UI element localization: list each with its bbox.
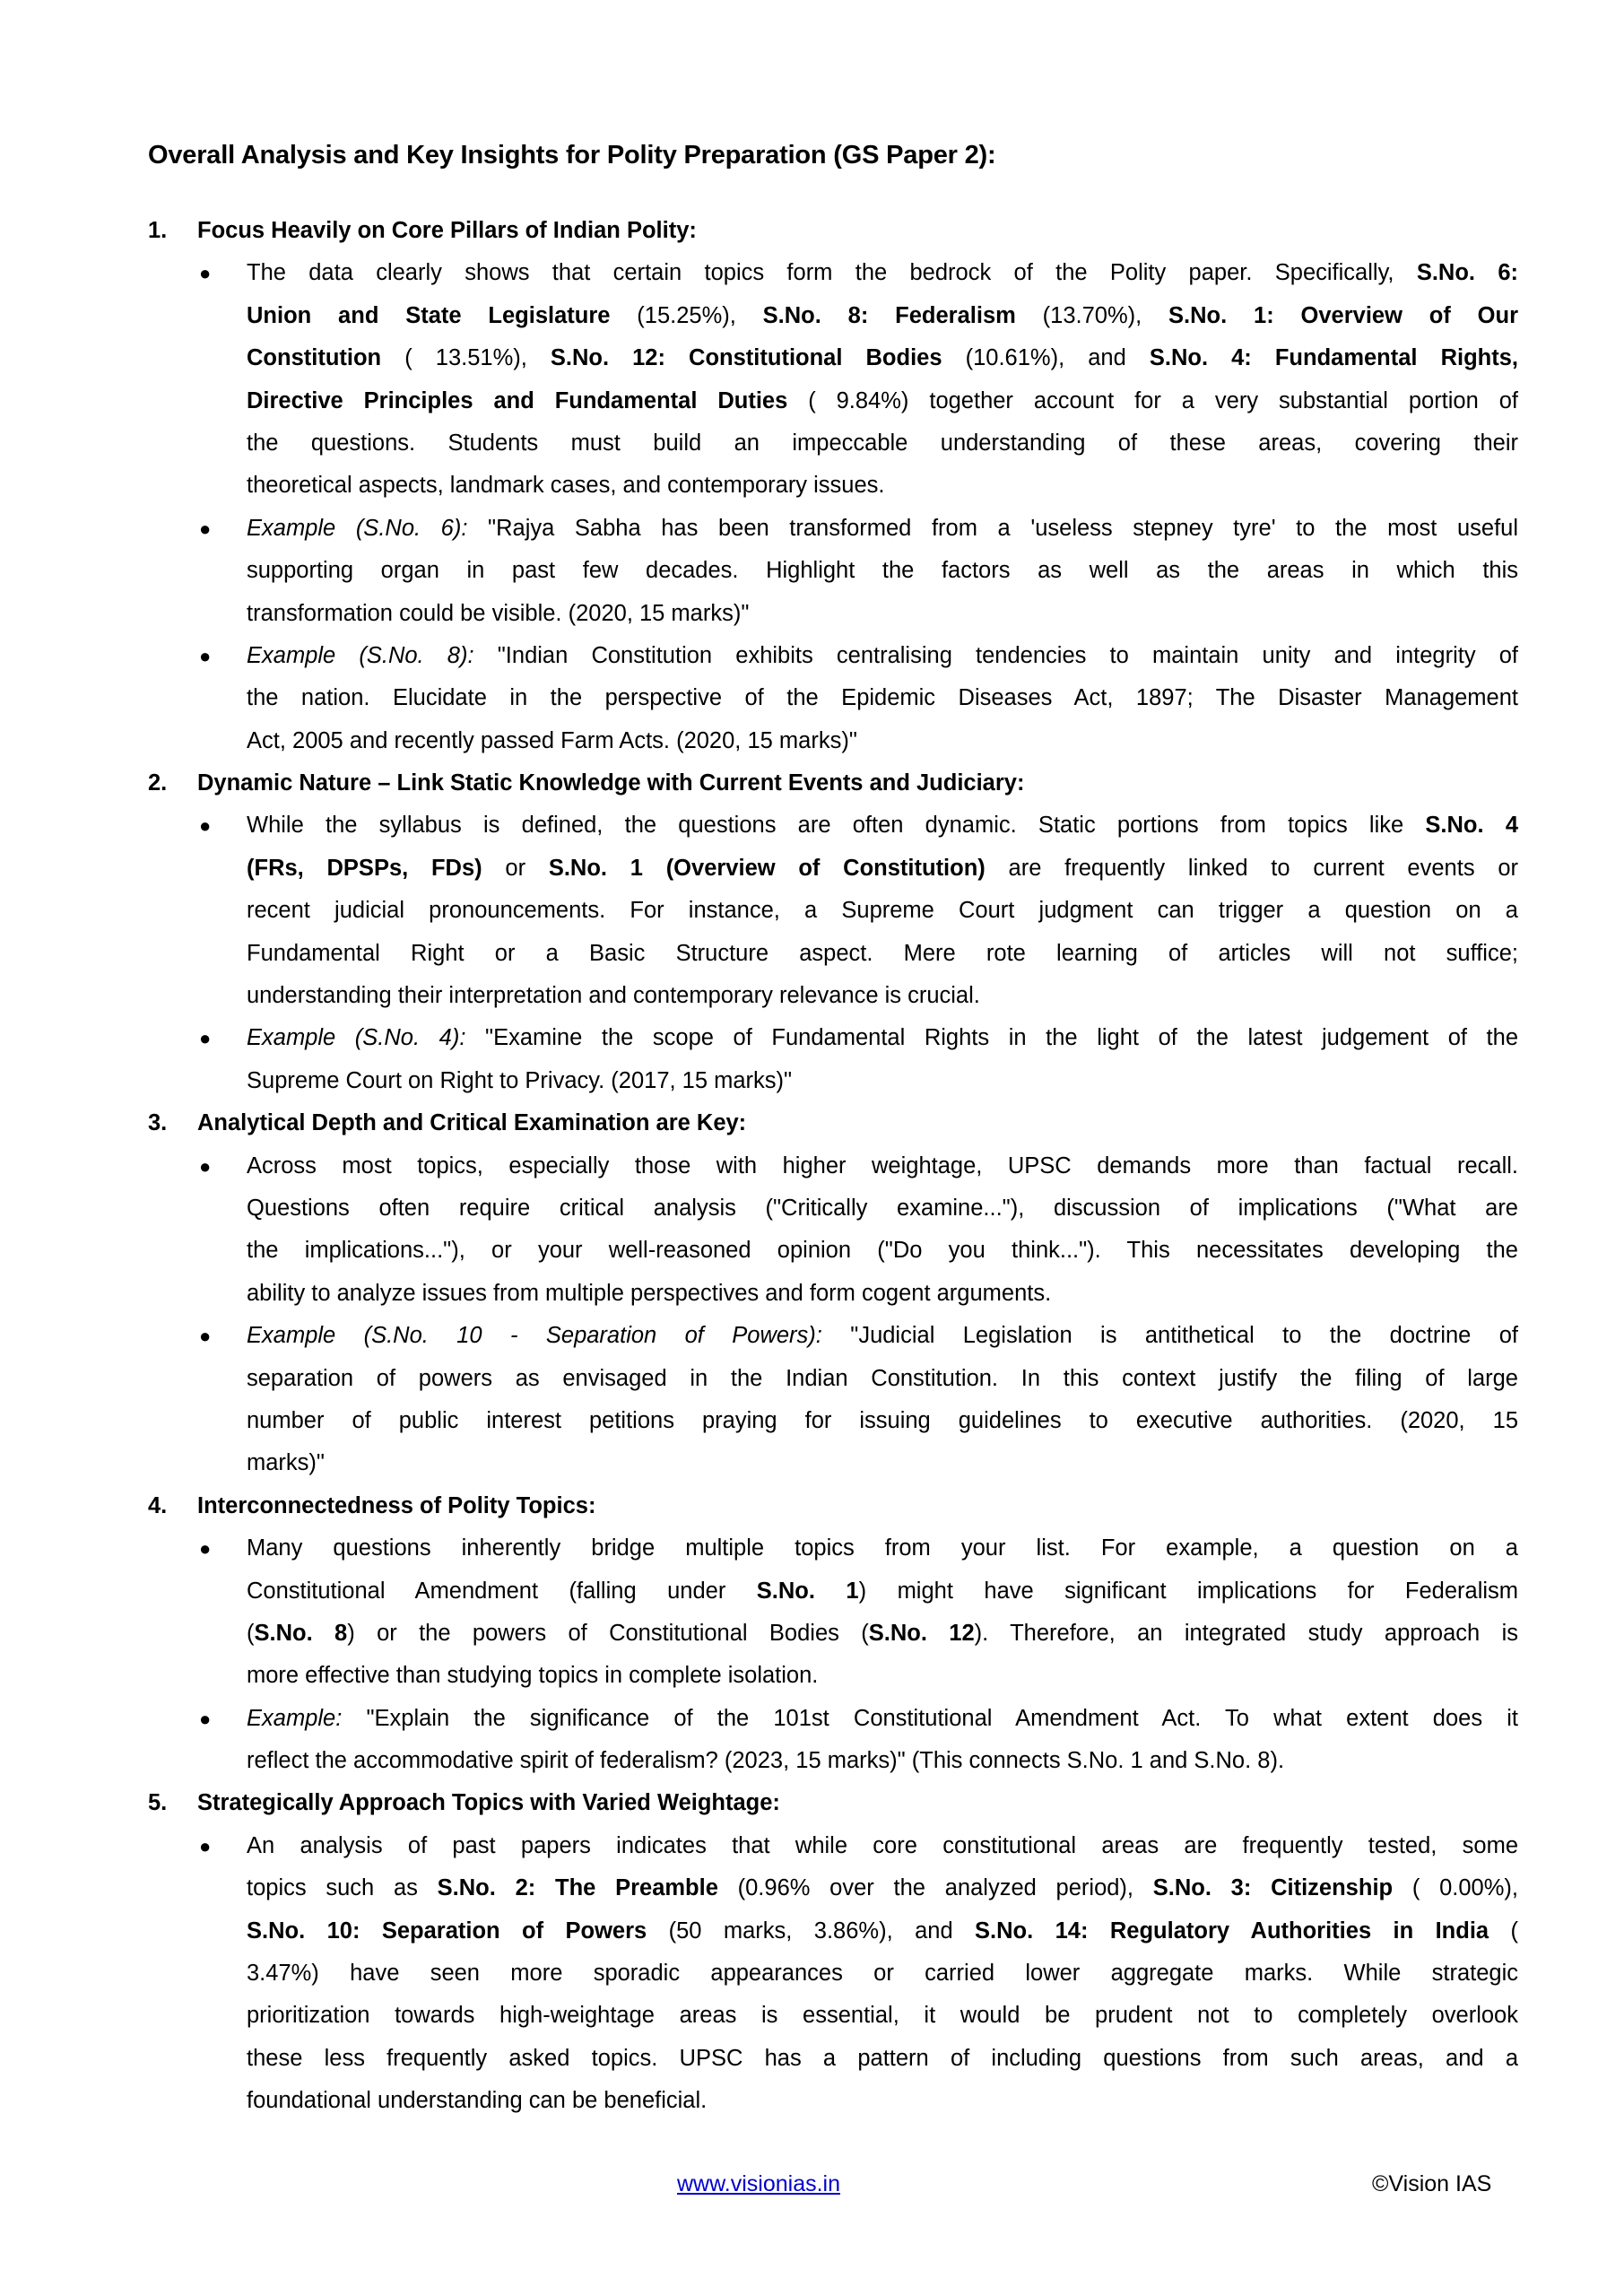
- insights-list: [0, 210, 1624, 2123]
- bold-text: S.No. 4: [1425, 813, 1518, 839]
- bullet-text: [247, 550, 1518, 592]
- bullet-line: [0, 1273, 1624, 1315]
- bold-text: Union and State Legislature: [247, 302, 611, 328]
- text-run: topics such as: [247, 1875, 438, 1901]
- bullet-text: [247, 1017, 1518, 1059]
- text-run: (13.70%),: [1015, 302, 1169, 328]
- bullet-text: [247, 1698, 1518, 1740]
- text-run: ( 0.00%),: [1393, 1875, 1518, 1901]
- bullet-dot-icon: ●: [199, 1537, 212, 1561]
- bullet-line: [0, 252, 1624, 294]
- section-heading: [0, 210, 1624, 252]
- bullet-text: [247, 2038, 1518, 2080]
- bullet-line: [0, 1740, 1624, 1782]
- bold-text: S.No. 4: Fundamental Rights,: [1149, 345, 1518, 371]
- bullet-text: [247, 1825, 1518, 1867]
- text-run: the nation. Elucidate in the perspective of the Epidemic Diseases Act, 1897; The Disaster Management: [247, 685, 1518, 711]
- section-heading-text: Dynamic Nature – Link Static Knowledge with Current Events and Judiciary:: [197, 770, 1025, 796]
- bullet-text: [247, 1230, 1518, 1272]
- bullet-text: [247, 1655, 1518, 1697]
- bullet-line: [0, 890, 1624, 932]
- bullet-line: [0, 1400, 1624, 1442]
- section-heading-text: Interconnectedness of Polity Topics:: [197, 1492, 596, 1518]
- bold-text: Directive Principles and Fundamental Duties: [247, 387, 788, 413]
- bullet-line: [0, 635, 1624, 677]
- bullet-text: [247, 337, 1518, 379]
- bullet-line: [0, 1867, 1624, 1909]
- bullet-dot-icon: ●: [199, 1027, 212, 1050]
- bullet-text: [247, 1400, 1518, 1442]
- bullet-line: [0, 1655, 1624, 1697]
- text-run: supporting organ in past few decades. Highlight the factors as well as the areas in which this: [247, 558, 1518, 584]
- text-run: Across most topics, especially those with higher weightage, UPSC demands more than factual recall.: [247, 1152, 1518, 1178]
- bullet-dot-icon: ●: [199, 1154, 212, 1178]
- bullet-text: [247, 890, 1518, 932]
- bullet-text: [247, 975, 1518, 1017]
- bullet-line: [0, 465, 1624, 507]
- bullet-line: [0, 2080, 1624, 2122]
- bullet-dot-icon: ●: [199, 814, 212, 838]
- bullet-dot-icon: ●: [199, 262, 212, 285]
- bullet-line: [0, 1910, 1624, 1952]
- bullet-line: [0, 1315, 1624, 1357]
- bullet-text: [247, 1060, 1518, 1102]
- bullet-text: [247, 1910, 1518, 1952]
- text-run: ) or the powers of Constitutional Bodies (: [347, 1620, 869, 1646]
- text-run: (0.96% over the analyzed period),: [717, 1875, 1153, 1901]
- section-heading-text: Focus Heavily on Core Pillars of Indian Polity:: [197, 218, 697, 243]
- section-number: 4.: [148, 1492, 168, 1518]
- bullet-text: [247, 1315, 1518, 1357]
- bullet-line: [0, 1570, 1624, 1613]
- bullet-line: [0, 1825, 1624, 1867]
- bullet-text: [247, 422, 1518, 465]
- bullet-line: [0, 380, 1624, 422]
- bullet-line: [0, 337, 1624, 379]
- bullet-line: [0, 1145, 1624, 1187]
- text-run: ). Therefore, an integrated study approach is: [974, 1620, 1518, 1646]
- bullet-line: [0, 848, 1624, 890]
- bold-text: S.No. 3: Citizenship: [1152, 1875, 1394, 1901]
- bullet-line: [0, 1527, 1624, 1570]
- text-run: reflect the accommodative spirit of federalism? (2023, 15 marks)" (This connects S.No. 1 and S.No. 8).: [247, 1748, 1285, 1774]
- text-run: recent judicial pronouncements. For instance, a Supreme Court judgment can trigger a question on a: [247, 898, 1518, 924]
- text-run: The data clearly shows that certain topics form the bedrock of the Polity paper. Specifically,: [247, 260, 1417, 286]
- copyright-notice: ©Vision IAS: [1372, 2171, 1492, 2196]
- italic-label: Example (S.No. 10 - Separation of Powers):: [247, 1323, 822, 1349]
- text-run: the implications..."), or your well-reasoned opinion ("Do you think..."). This necessitates developing the: [247, 1238, 1518, 1264]
- text-run: Constitutional Amendment (falling under: [247, 1578, 757, 1604]
- bullet-text: [247, 1442, 1518, 1484]
- bold-text: S.No. 10: Separation of Powers: [247, 1918, 647, 1944]
- bullet-line: [0, 720, 1624, 762]
- bullet-text: [247, 1570, 1518, 1613]
- bullet-text: [247, 720, 1518, 762]
- bullet-dot-icon: ●: [199, 1834, 212, 1857]
- text-run: more effective than studying topics in complete isolation.: [247, 1663, 819, 1689]
- bullet-text: [247, 1358, 1518, 1400]
- section-heading: [0, 762, 1624, 804]
- text-run: "Rajya Sabha has been transformed from a 'useless stepney tyre' to the most useful: [467, 515, 1518, 541]
- bold-text: S.No. 14: Regulatory Authorities in India: [975, 1918, 1489, 1944]
- text-run: theoretical aspects, landmark cases, and contemporary issues.: [247, 473, 885, 499]
- bold-text: S.No. 1 (Overview of Constitution): [548, 855, 986, 881]
- text-run: prioritization towards high-weightage areas is essential, it would be prudent not to completely overlook: [247, 2003, 1518, 2029]
- bullet-text: [247, 1995, 1518, 2037]
- bullet-line: [0, 295, 1624, 337]
- bullet-text: [247, 933, 1518, 975]
- text-run: these less frequently asked topics. UPSC has a pattern of including questions from such areas, and a: [247, 2045, 1518, 2071]
- section-number: 3.: [148, 1110, 168, 1136]
- bullet-text: [247, 593, 1518, 635]
- bullet-line: [0, 422, 1624, 465]
- bullet-line: [0, 2038, 1624, 2080]
- bullet-line: [0, 1187, 1624, 1230]
- text-run: "Examine the scope of Fundamental Rights in the light of the latest judgement of the: [465, 1025, 1518, 1051]
- text-run: Fundamental Right or a Basic Structure aspect. Mere rote learning of articles will not suffice;: [247, 940, 1518, 966]
- bullet-text: [247, 2080, 1518, 2122]
- section-number: 5.: [148, 1790, 168, 1816]
- bullet-text: [247, 465, 1518, 507]
- text-run: separation of powers as envisaged in the Indian Constitution. In this context justify the filing of large: [247, 1365, 1518, 1391]
- bullet-text: [247, 380, 1518, 422]
- text-run: understanding their interpretation and contemporary relevance is crucial.: [247, 983, 980, 1009]
- text-run: Act, 2005 and recently passed Farm Acts. (2020, 15 marks)": [247, 727, 857, 753]
- text-run: (: [247, 1620, 255, 1646]
- bullet-text: [247, 295, 1518, 337]
- page-title: Overall Analysis and Key Insights for Polity Preparation (GS Paper 2):: [148, 141, 996, 170]
- section-heading: [0, 1102, 1624, 1144]
- section-number: 1.: [148, 218, 168, 243]
- bullet-line: [0, 1613, 1624, 1655]
- bold-text: S.No. 8: [254, 1620, 348, 1646]
- bullet-text: [247, 804, 1518, 847]
- text-run: the questions. Students must build an impeccable understanding of these areas, covering their: [247, 430, 1518, 456]
- bullet-text: [247, 1527, 1518, 1570]
- bullet-text: [247, 1740, 1518, 1782]
- bullet-line: [0, 593, 1624, 635]
- text-run: An analysis of past papers indicates that while core constitutional areas are frequently tested, some: [247, 1832, 1518, 1858]
- text-run: 3.47%) have seen more sporadic appearances or carried lower aggregate marks. While strategic: [247, 1961, 1518, 1987]
- text-run: Questions often require critical analysis ("Critically examine..."), discussion of implications ("What are: [247, 1195, 1518, 1221]
- bullet-line: [0, 1230, 1624, 1272]
- bullet-text: [247, 1187, 1518, 1230]
- text-run: While the syllabus is defined, the questions are often dynamic. Static portions from topics like: [247, 813, 1426, 839]
- bullet-line: [0, 1995, 1624, 2037]
- bold-text: S.No. 2: The Preamble: [437, 1875, 718, 1901]
- bullet-line: [0, 1698, 1624, 1740]
- bullet-dot-icon: ●: [199, 517, 212, 540]
- bullet-text: [247, 252, 1518, 294]
- text-run: ) might have significant implications for Federalism: [858, 1578, 1518, 1604]
- text-run: "Indian Constitution exhibits centralising tendencies to maintain unity and integrity of: [473, 642, 1518, 668]
- bold-text: S.No. 6:: [1416, 260, 1518, 286]
- bold-text: (FRs, DPSPs, FDs): [247, 855, 482, 881]
- text-run: (: [1489, 1918, 1518, 1944]
- section-number: 2.: [148, 770, 168, 796]
- bullet-line: [0, 1952, 1624, 1995]
- bullet-line: [0, 677, 1624, 719]
- bullet-line: [0, 508, 1624, 550]
- bold-text: S.No. 12: [868, 1620, 975, 1646]
- website-link[interactable]: www.visionias.in: [677, 2171, 841, 2196]
- text-run: marks)": [247, 1450, 325, 1476]
- bullet-line: [0, 1358, 1624, 1400]
- text-run: ( 13.51%),: [381, 345, 551, 371]
- italic-label: Example:: [247, 1705, 343, 1731]
- text-run: transformation could be visible. (2020, 15 marks)": [247, 600, 750, 626]
- text-run: or: [482, 855, 549, 881]
- bullet-line: [0, 1060, 1624, 1102]
- text-run: "Judicial Legislation is antithetical to the doctrine of: [821, 1323, 1518, 1349]
- text-run: (50 marks, 3.86%), and: [647, 1918, 976, 1944]
- bold-text: S.No. 1: [756, 1578, 859, 1604]
- section-heading-text: Strategically Approach Topics with Varied Weightage:: [197, 1790, 780, 1816]
- bullet-dot-icon: ●: [199, 1707, 212, 1730]
- bold-text: S.No. 1: Overview of Our: [1168, 302, 1518, 328]
- bullet-text: [247, 1867, 1518, 1909]
- bold-text: S.No. 8: Federalism: [762, 302, 1016, 328]
- section-heading: [0, 1485, 1624, 1527]
- text-run: (15.25%),: [610, 302, 763, 328]
- bullet-dot-icon: ●: [199, 644, 212, 667]
- bullet-text: [247, 635, 1518, 677]
- text-run: Supreme Court on Right to Privacy. (2017, 15 marks)": [247, 1067, 793, 1093]
- bullet-line: [0, 804, 1624, 847]
- text-run: are frequently linked to current events or: [985, 855, 1518, 881]
- bullet-line: [0, 1442, 1624, 1484]
- bold-text: Constitution: [247, 345, 382, 371]
- italic-label: Example (S.No. 4):: [247, 1025, 466, 1051]
- bullet-line: [0, 975, 1624, 1017]
- section-heading: [0, 1782, 1624, 1824]
- bullet-text: [247, 848, 1518, 890]
- bold-text: S.No. 12: Constitutional Bodies: [550, 345, 942, 371]
- text-run: Many questions inherently bridge multiple topics from your list. For example, a question on a: [247, 1535, 1518, 1561]
- text-run: "Explain the significance of the 101st Constitutional Amendment Act. To what extent does it: [342, 1705, 1518, 1731]
- text-run: ( 9.84%) together account for a very substantial portion of: [787, 387, 1518, 413]
- bullet-text: [247, 677, 1518, 719]
- bullet-line: [0, 933, 1624, 975]
- bullet-dot-icon: ●: [199, 1325, 212, 1348]
- text-run: (10.61%), and: [942, 345, 1150, 371]
- text-run: foundational understanding can be beneficial.: [247, 2088, 708, 2114]
- bullet-text: [247, 1613, 1518, 1655]
- bullet-line: [0, 1017, 1624, 1059]
- italic-label: Example (S.No. 8):: [247, 642, 474, 668]
- section-heading-text: Analytical Depth and Critical Examination are Key:: [197, 1110, 747, 1136]
- text-run: ability to analyze issues from multiple perspectives and form cogent arguments.: [247, 1280, 1052, 1306]
- text-run: number of public interest petitions praying for issuing guidelines to executive authorities. (2020, 15: [247, 1407, 1518, 1433]
- bullet-text: [247, 1952, 1518, 1995]
- italic-label: Example (S.No. 6):: [247, 515, 468, 541]
- bullet-text: [247, 1145, 1518, 1187]
- bullet-line: [0, 550, 1624, 592]
- bullet-text: [247, 508, 1518, 550]
- bullet-text: [247, 1273, 1518, 1315]
